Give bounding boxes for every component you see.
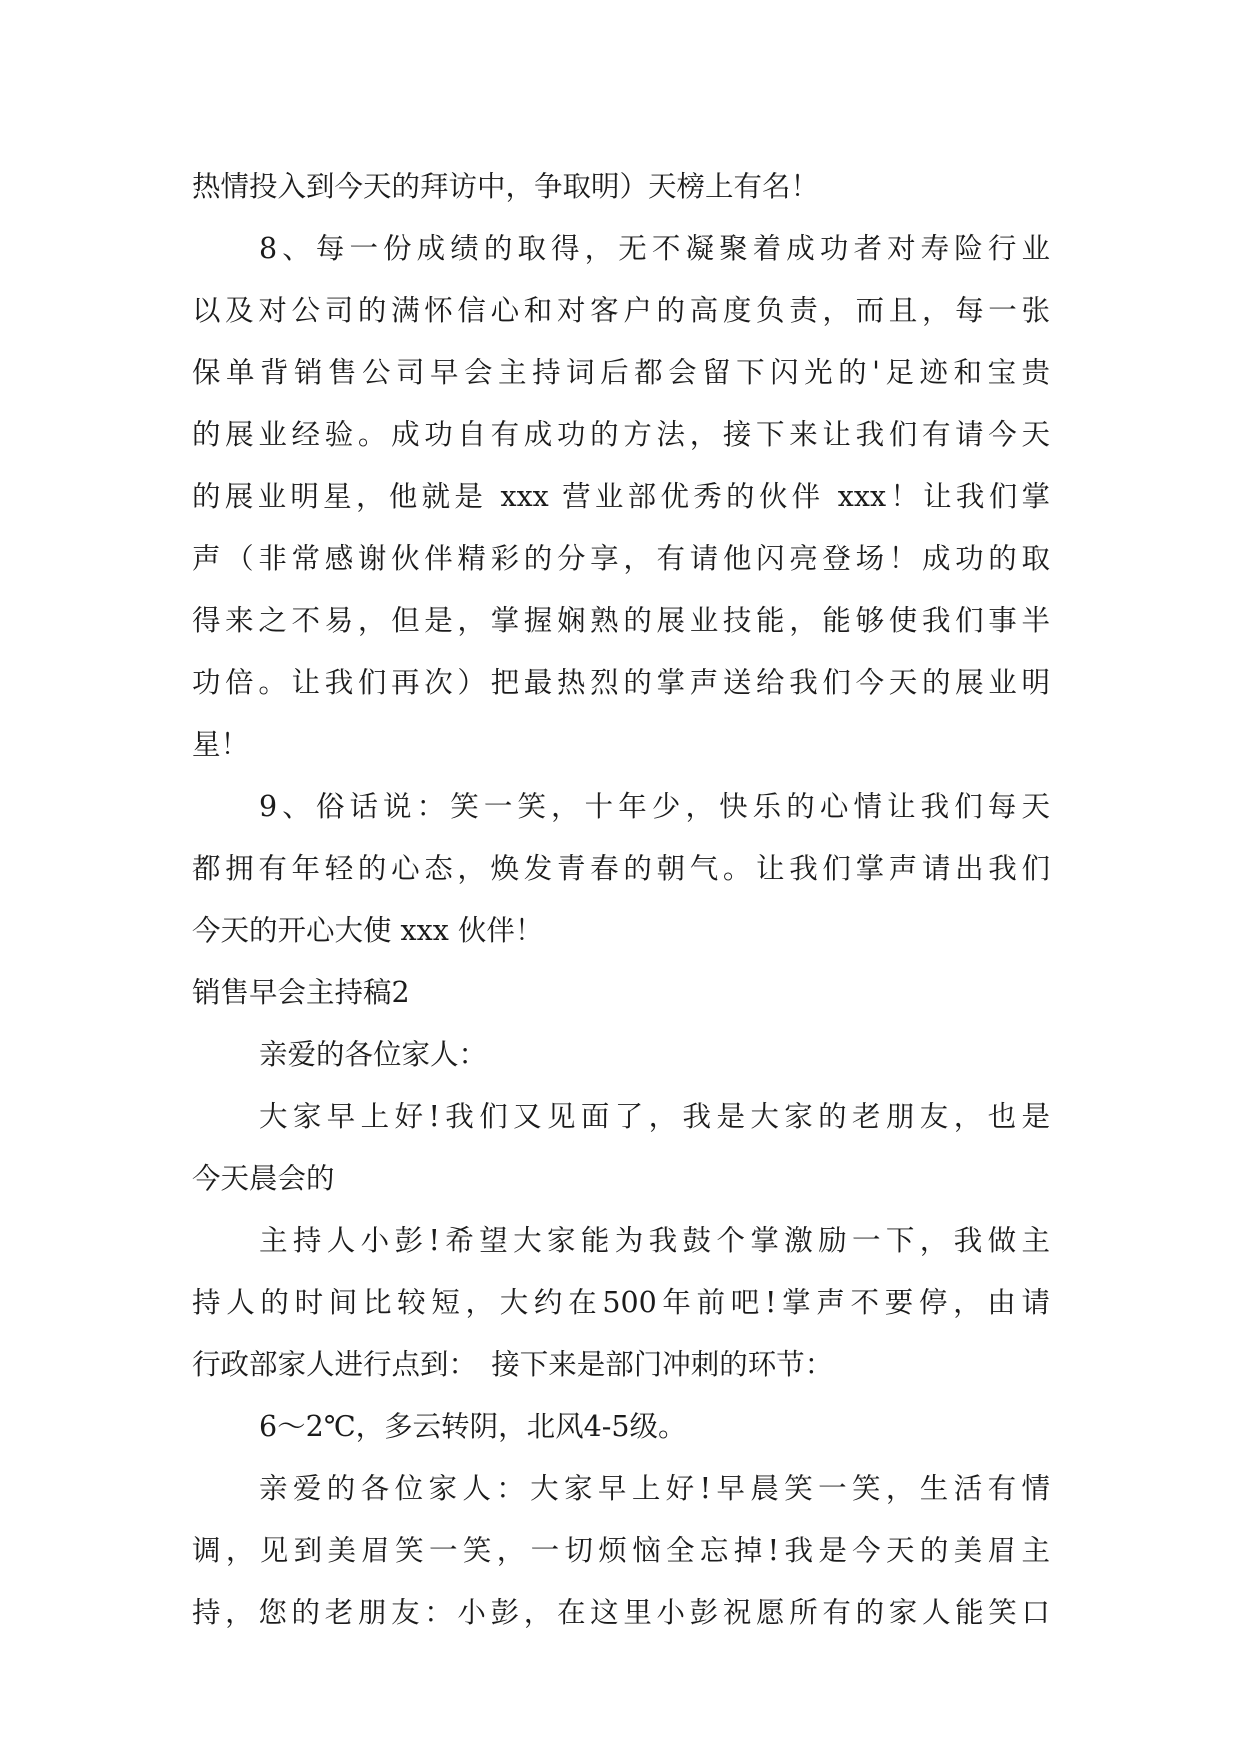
text-line: 持，您的老朋友：小彭，在这里小彭祝愿所有的家人能笑口 bbox=[192, 1596, 1050, 1629]
text-line: 都拥有年轻的心态，焕发青春的朝气。让我们掌声请出我们 bbox=[192, 852, 1050, 885]
text-line: 声（非常感谢伙伴精彩的分享，有请他闪亮登场！成功的取 bbox=[192, 542, 1050, 575]
greeting-line: 亲爱的各位家人： bbox=[259, 1038, 488, 1071]
text-line: 行政部家人进行点到： 接下来是部门冲刺的环节： bbox=[192, 1348, 834, 1381]
paragraph-item-9-line: 9、俗话说：笑一笑，十年少，快乐的心情让我们每天 bbox=[259, 790, 1050, 823]
text-line: 保单背销售公司早会主持词后都会留下闪光的'足迹和宝贵 bbox=[192, 356, 1050, 389]
text-line: 得来之不易，但是，掌握娴熟的展业技能，能够使我们事半 bbox=[192, 604, 1050, 637]
text-line: 今天的开心大使 xxx 伙伴！ bbox=[192, 914, 544, 947]
text-line: 星！ bbox=[192, 728, 250, 761]
text-line: 大家早上好!我们又见面了，我是大家的老朋友，也是 bbox=[259, 1100, 1050, 1133]
text-line: 主持人小彭!希望大家能为我鼓个掌激励一下，我做主 bbox=[259, 1224, 1050, 1257]
weather-line: 6～2℃，多云转阴，北风4-5级。 bbox=[259, 1410, 687, 1443]
text-line: 的展业明星，他就是 xxx 营业部优秀的伙伴 xxx！让我们掌 bbox=[192, 480, 1050, 513]
text-line: 亲爱的各位家人：大家早上好!早晨笑一笑，生活有情 bbox=[259, 1472, 1050, 1505]
paragraph-item-8-line: 8、每一份成绩的取得，无不凝聚着成功者对寿险行业 bbox=[259, 232, 1050, 265]
text-line: 调，见到美眉笑一笑，一切烦恼全忘掉!我是今天的美眉主 bbox=[192, 1534, 1050, 1567]
text-line: 的展业经验。成功自有成功的方法，接下来让我们有请今天 bbox=[192, 418, 1050, 451]
section-heading: 销售早会主持稿2 bbox=[192, 976, 410, 1009]
text-line: 热情投入到今天的拜访中，争取明）天榜上有名！ bbox=[192, 170, 820, 203]
text-line: 功倍。让我们再次）把最热烈的掌声送给我们今天的展业明 bbox=[192, 666, 1050, 699]
text-line: 今天晨会的 bbox=[192, 1162, 335, 1195]
document-body bbox=[192, 156, 1050, 1644]
text-line: 以及对公司的满怀信心和对客户的高度负责，而且，每一张 bbox=[192, 294, 1050, 327]
text-line: 持人的时间比较短，大约在500年前吧!掌声不要停，由请 bbox=[192, 1286, 1050, 1319]
